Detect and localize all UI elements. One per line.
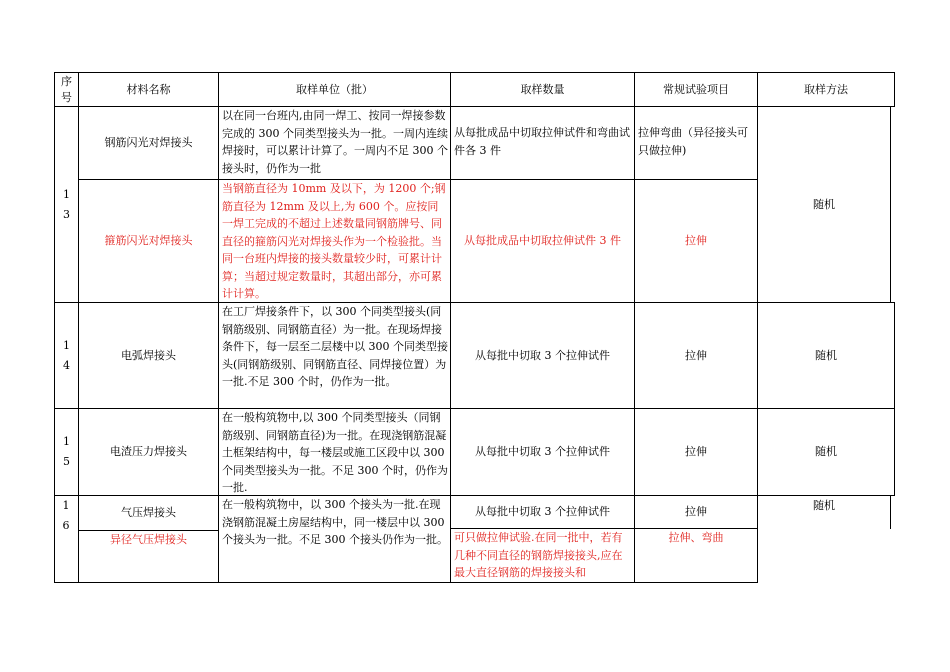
rule <box>890 495 891 529</box>
sampling-unit: 以在同一台班内,由同一焊工、按同一焊接参数完成的 300 个同类型接头为一批。一周内连续焊接时，可以累计计算了。一周内不足 300 个接头时，仍作为一批 <box>222 109 448 175</box>
rule <box>894 302 895 496</box>
sampling-method: 随机 <box>815 445 837 459</box>
sampling-quantity: 从每批成品中切取拉伸试件 3 件 <box>464 234 621 248</box>
header-material: 材料名称 <box>126 82 171 96</box>
sampling-method: 随机 <box>815 348 837 362</box>
header-sampling-method: 取样方法 <box>804 82 848 96</box>
test-items: 拉伸弯曲（异径接头可只做拉伸) <box>638 126 748 157</box>
row-seq: 13 <box>63 187 70 221</box>
row-seq: 14 <box>63 338 70 372</box>
material-name: 箍筋闪光对焊接头 <box>104 234 193 248</box>
sampling-quantity: 从每批中切取 3 个拉伸试件 <box>475 505 610 519</box>
sampling-method: 随机 <box>813 499 835 512</box>
material-name: 气压焊接头 <box>121 506 176 520</box>
sampling-quantity: 可只做拉伸试验.在同一批中，若有几种不同直径的钢筋焊接接头,应在最大直径钢筋的焊接接头和 <box>454 531 623 579</box>
sampling-quantity: 从每批成品中切取拉伸试件和弯曲试件各 3 件 <box>454 126 630 157</box>
sampling-quantity: 从每批中切取 3 个拉伸试件 <box>475 348 610 362</box>
test-items: 拉伸、弯曲 <box>668 531 724 544</box>
material-name: 钢筋闪光对焊接头 <box>104 136 193 150</box>
rule <box>890 106 891 303</box>
header-sampling-quantity: 取样数量 <box>520 82 565 96</box>
header-seq: 序号 <box>61 74 72 104</box>
test-items: 拉伸 <box>685 445 707 459</box>
sampling-quantity: 从每批中切取 3 个拉伸试件 <box>475 445 610 459</box>
material-name: 电弧焊接头 <box>121 348 176 362</box>
header-test-items: 常规试验项目 <box>663 82 729 96</box>
material-name: 电渣压力焊接头 <box>110 445 187 459</box>
rule <box>54 582 758 583</box>
sampling-method: 随机 <box>813 197 835 211</box>
row-seq: 16 <box>62 499 70 532</box>
rule <box>894 72 895 107</box>
header-sampling-unit: 取样单位（批） <box>296 82 373 96</box>
test-items: 拉伸 <box>685 505 707 519</box>
sampling-unit: 当钢筋直径为 10mm 及以下，为 1200 个;钢筋直径为 12mm 及以上,为 600 个。应按同一焊工完成的不超过上述数量同钢筋牌号、同直径的箍筋闪光对焊接头作为一个检验批。当同一台班内焊接的接头数量较少时，可累计计算；当超过规定数量时，其超出部分，亦可累计计算。 <box>222 182 446 300</box>
sampling-unit: 在一般构筑物中，以 300 个接头为一批.在现浇钢筋混凝土房屋结构中，同一楼层中以 300 个接头为一批。不足 300 个接头仍作为一批。 <box>222 498 448 546</box>
material-name: 异径气压焊接头 <box>110 533 187 546</box>
row-seq: 15 <box>63 435 70 468</box>
test-items: 拉伸 <box>685 234 707 248</box>
sampling-unit: 在工厂焊接条件下，以 300 个同类型接头(同钢筋级别、同钢筋直径）为一批。在现场焊接条件下，每一层至二层楼中以 300 个同类型接头(同钢筋级别、同钢筋直径、同焊接位置）为一批.不足 300 个时，仍作为一批。 <box>222 305 448 388</box>
test-items: 拉伸 <box>685 348 707 362</box>
sampling-unit: 在一般构筑物中,以 300 个同类型接头（同钢筋级别、同钢筋直径)为一批。在现浇钢筋混凝土框架结构中，每一楼层或施工区段中以 300 个同类型接头为一批。不足 300 个时，仍作为一批. <box>222 411 448 494</box>
